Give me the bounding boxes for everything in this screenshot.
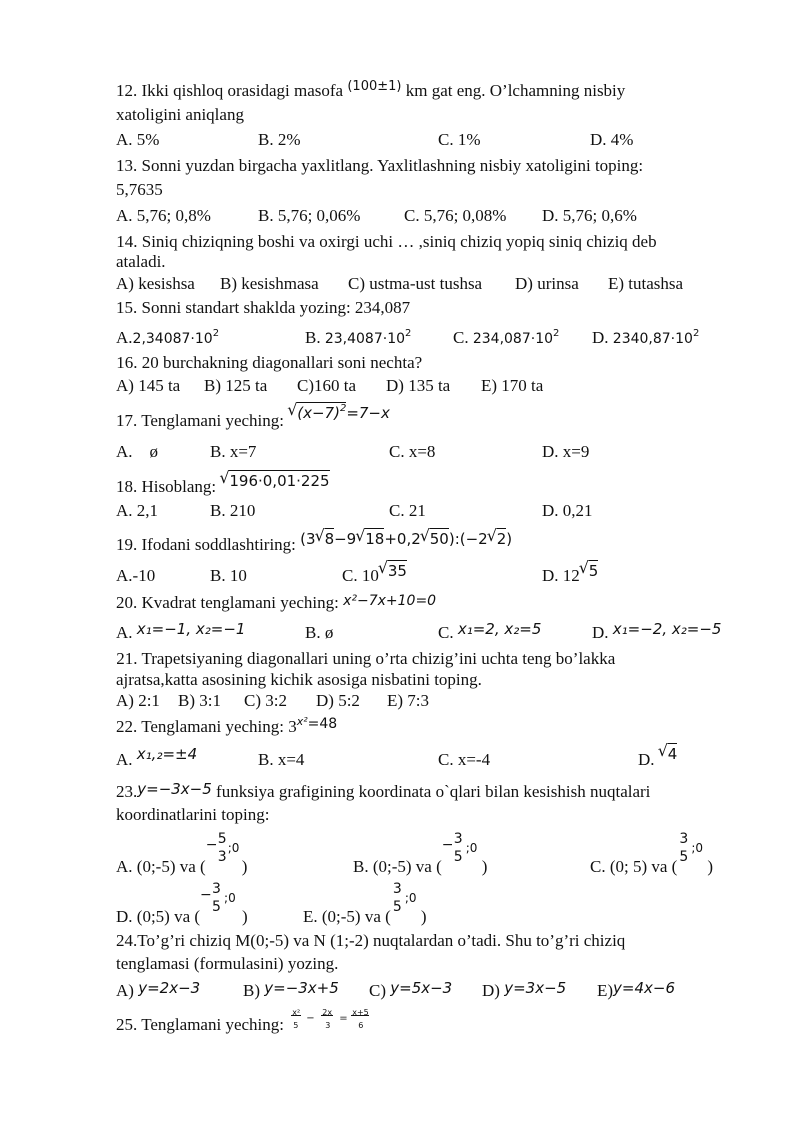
q25-text: 25. Tenglamani yeching: — [116, 1015, 284, 1034]
q12-text2: km gat eng. O’lchamning nisbiy — [405, 81, 626, 100]
q20-line — [116, 592, 436, 615]
q22-option-d[interactable] — [638, 745, 678, 771]
radicand: 5 — [588, 562, 599, 580]
q20-equation: x²−7x+10=0 — [343, 593, 437, 609]
q20-option-c[interactable] — [438, 622, 541, 644]
frac-tail: ;0 — [465, 841, 478, 855]
fraction — [205, 831, 242, 872]
q16-text: 16. 20 burchakning diagonallari soni nechta? — [112, 353, 423, 372]
q13-option-a[interactable]: A. 5,76; 0,8% — [116, 206, 211, 225]
q21-option-e[interactable]: E) 7:3 — [387, 691, 430, 710]
option-label: A. — [116, 623, 133, 642]
q23-number: 23. — [116, 782, 138, 801]
sqrt-4 — [659, 743, 678, 765]
minus-sign: − — [306, 1013, 315, 1024]
q20-option-d[interactable] — [592, 622, 721, 644]
q22-option-b[interactable]: B. x=4 — [258, 750, 305, 769]
option-mantissa: 23,4087·10 — [324, 331, 406, 347]
q22-option-a[interactable] — [116, 745, 198, 771]
q15-option-a[interactable] — [116, 327, 219, 352]
q18-radical — [220, 470, 329, 492]
expr-part: ):(−2 — [448, 530, 488, 548]
option-equation: y=4x−6 — [613, 979, 676, 997]
option-label: E) — [597, 981, 614, 1000]
sqrt-35 — [379, 560, 407, 582]
option-label: A) — [116, 981, 134, 1000]
frac-num: 5 — [217, 831, 227, 847]
q15-option-c[interactable] — [453, 327, 559, 352]
q21-option-d[interactable]: D) 5:2 — [316, 691, 360, 710]
q17-option-d[interactable]: D. x=9 — [542, 442, 590, 461]
option-equation: y=2x−3 — [138, 979, 201, 997]
option-label: A. — [116, 328, 133, 347]
radicand: (x−7) — [297, 404, 340, 422]
q18-option-b[interactable]: B. 210 — [210, 501, 256, 520]
q14-option-a[interactable]: A) kesishsa — [116, 274, 195, 293]
q23-option-e[interactable] — [303, 881, 427, 928]
sqrt-8 — [316, 528, 335, 550]
q14-text: 14. Siniq chiziqning boshi va oxirgi uchi … ,siniq chiziq yopiq siniq chiziq deb — [112, 232, 657, 251]
frac-den: 5 — [453, 849, 463, 865]
close-paren: ) — [481, 857, 488, 876]
q24-option-e[interactable] — [597, 980, 675, 1002]
option-label: C. — [438, 623, 454, 642]
option-text: B. (0;-5) va ( — [353, 857, 442, 876]
q21-option-b[interactable]: B) 3:1 — [178, 691, 221, 710]
q16-option-d[interactable]: D) 135 ta — [386, 376, 451, 395]
q17-option-a[interactable]: A. ø — [116, 442, 159, 461]
q13-number: 5,7635 — [116, 180, 163, 199]
q15-option-b[interactable] — [305, 327, 411, 352]
expr-part: +0,2 — [384, 530, 421, 548]
frac-den: 5 — [679, 849, 689, 865]
q20-option-a[interactable] — [116, 622, 245, 644]
q23-text: funksiya grafigining koordinata o`qlari bilan kesishish nuqtalari — [216, 782, 651, 801]
q23-option-a[interactable] — [116, 831, 248, 878]
option-label: D. — [638, 750, 655, 769]
option-equation: y=−3x+5 — [264, 979, 339, 997]
q13-text: 13. Sonni yuzdan birgacha yaxlitlang. Yaxlitlashning nisbiy xatoligini toping: — [116, 156, 644, 175]
close-paren: ) — [420, 907, 427, 926]
frac-den: 5 — [212, 899, 221, 915]
q13-option-d[interactable]: D. 5,76; 0,6% — [542, 206, 637, 225]
q13-option-b[interactable]: B. 5,76; 0,06% — [258, 206, 361, 225]
radicand: 4 — [667, 745, 678, 763]
radicand: 18 — [365, 530, 385, 548]
q19-expression — [300, 530, 512, 548]
option-equation: x₁=−1, x₂=−1 — [136, 620, 246, 638]
frac-tail: ;0 — [691, 841, 704, 855]
option-text: D. (0;5) va ( — [116, 907, 201, 926]
q23-option-b[interactable] — [353, 831, 488, 878]
q22-option-c[interactable]: C. x=-4 — [438, 750, 491, 769]
q14-option-e[interactable]: E) tutashsa — [608, 274, 684, 293]
q12-formula: (100±1) — [347, 79, 402, 94]
q24-option-b[interactable] — [243, 980, 339, 1002]
q23-option-d[interactable] — [116, 881, 248, 928]
frac-num: 3 — [453, 831, 463, 847]
q25-equation — [288, 1008, 384, 1034]
fraction — [391, 881, 421, 922]
option-equation: y=5x−3 — [390, 979, 453, 997]
q17-option-b[interactable]: B. x=7 — [210, 442, 257, 461]
option-text: E. (0;-5) va ( — [303, 907, 391, 926]
option-mantissa: 234,087·10 — [472, 331, 554, 347]
sqrt-5 — [580, 560, 599, 582]
equals-sign: = — [339, 1013, 348, 1024]
option-text: A. (0;-5) va ( — [116, 857, 206, 876]
sqrt-2 — [488, 528, 507, 550]
option-exponent: 2 — [553, 328, 560, 339]
q12-line1 — [116, 80, 625, 104]
q22-text: 22. Tenglamani yeching: 3 — [116, 717, 297, 736]
frac-num: 3 — [212, 881, 221, 897]
q18-text: 18. Hisoblang: — [116, 477, 217, 496]
q23-text2: koordinatlarini toping: — [116, 805, 270, 824]
frac-tail: ;0 — [404, 891, 417, 905]
q19-option-b[interactable]: B. 10 — [210, 566, 247, 585]
q22-exponent: x² — [296, 715, 308, 728]
radicand: 35 — [387, 562, 407, 580]
q17-text: 17. Tenglamani yeching: — [116, 411, 284, 430]
option-label: C) — [369, 981, 386, 1000]
close-paren: ) — [242, 907, 248, 926]
option-label: C. — [453, 328, 469, 347]
option-equation: x₁=2, x₂=5 — [457, 620, 542, 638]
frac-num: 3 — [392, 881, 402, 897]
q24-text: 24.To’g’ri chiziq M(0;-5) va N (1;-2) nuqtalardan o’tadi. Shu to’g’ri chiziq — [116, 931, 626, 950]
q18-option-a[interactable]: A. 2,1 — [116, 501, 159, 520]
q20-text: 20. Kvadrat tenglamani yeching: — [116, 593, 339, 612]
sqrt-50 — [421, 528, 449, 550]
q20-option-b[interactable]: B. ø — [305, 623, 334, 642]
q21-text: 21. Trapetsiyaning diagonallari uning o’rta chizig’ini uchta teng bo’lakka — [112, 649, 616, 668]
option-exponent: 2 — [212, 328, 220, 339]
expr-part: −9 — [334, 530, 357, 548]
sqrt-18 — [356, 528, 384, 550]
q16-option-a[interactable]: A) 145 ta — [116, 376, 181, 395]
radicand-exponent: 2 — [339, 403, 347, 414]
q21-option-a[interactable]: A) 2:1 — [116, 691, 160, 710]
frac-den: 6 — [358, 1021, 364, 1030]
q18-option-d[interactable]: D. 0,21 — [542, 501, 593, 520]
q21-text2: ajratsa,katta asosining kichik asosiga nisbatini toping. — [116, 670, 482, 689]
frac-tail: ;0 — [224, 891, 236, 905]
q12-text: 12. Ikki qishloq orasidagi masofa — [116, 81, 344, 100]
q16-option-c[interactable]: C)160 ta — [297, 376, 357, 395]
radicand: 196·0,01·225 — [229, 472, 330, 490]
option-label: D. — [592, 623, 609, 642]
q18-line — [116, 472, 330, 498]
q18-option-c[interactable]: C. 21 — [389, 501, 426, 520]
q12-option-b[interactable]: B. 2% — [258, 130, 301, 149]
q22-rhs: =48 — [307, 716, 338, 732]
q19-option-c[interactable] — [342, 562, 407, 587]
fraction — [441, 831, 482, 872]
q14-option-b[interactable]: B) kesishmasa — [220, 274, 319, 293]
frac-sign: − — [441, 837, 454, 853]
q24-option-a[interactable] — [116, 980, 200, 1002]
expr-part: ) — [506, 530, 513, 548]
option-label: B. — [305, 328, 321, 347]
q23-line — [116, 781, 650, 803]
q19-option-a[interactable]: A.-10 — [116, 566, 156, 585]
frac-den: 3 — [217, 849, 227, 865]
q14-option-c[interactable]: C) ustma-ust tushsa — [348, 274, 483, 293]
close-paren: ) — [707, 857, 714, 876]
expr-part: (3 — [300, 530, 316, 548]
q14-option-d[interactable]: D) urinsa — [515, 274, 579, 293]
option-text: C. 10 — [342, 566, 379, 585]
frac-num: x+5 — [352, 1008, 369, 1017]
q19-option-d[interactable] — [542, 562, 599, 587]
option-mantissa: 2340,87·10 — [612, 331, 693, 347]
q23-option-c[interactable] — [590, 831, 714, 878]
q15-option-d[interactable] — [592, 327, 699, 352]
q17-option-c[interactable]: C. x=8 — [389, 442, 436, 461]
option-label: D) — [482, 981, 500, 1000]
q12-option-a[interactable]: A. 5% — [116, 130, 160, 149]
frac-sign: − — [205, 837, 218, 853]
fraction — [200, 881, 242, 922]
frac-den: 5 — [392, 899, 402, 915]
option-text: C. (0; 5) va ( — [590, 857, 678, 876]
q16-option-e[interactable]: E) 170 ta — [481, 376, 544, 395]
q17-rhs: =7−x — [346, 404, 390, 422]
option-text: D. 12 — [542, 566, 580, 585]
q17-line — [116, 403, 390, 435]
option-label: B) — [243, 981, 260, 1000]
radicand: 8 — [324, 530, 335, 548]
option-label: A. — [116, 750, 133, 769]
frac-num: x² — [292, 1008, 301, 1017]
q22-line — [116, 716, 337, 740]
fraction — [677, 831, 707, 872]
q12-option-c[interactable]: C. 1% — [438, 130, 481, 149]
option-exponent: 2 — [405, 328, 412, 339]
radicand: 50 — [429, 530, 449, 548]
option-exponent: 2 — [692, 328, 700, 339]
frac-num: 2x — [322, 1008, 333, 1017]
close-paren: ) — [241, 857, 248, 876]
q17-radical — [288, 402, 346, 427]
q24-option-c[interactable] — [369, 980, 452, 1002]
q19-line — [116, 530, 513, 556]
option-equation: x₁,₂=±4 — [136, 745, 198, 763]
frac-tail: ;0 — [227, 841, 240, 855]
q21-option-c[interactable]: C) 3:2 — [244, 691, 287, 710]
q24-text2: tenglamasi (formulasini) yozing. — [116, 954, 339, 973]
q19-text: 19. Ifodani soddlashtiring: — [116, 535, 296, 554]
q13-option-c[interactable]: C. 5,76; 0,08% — [404, 206, 507, 225]
q12-option-d[interactable]: D. 4% — [590, 130, 634, 149]
frac-den: 3 — [325, 1021, 331, 1030]
q16-option-b[interactable]: B) 125 ta — [204, 376, 268, 395]
q24-option-d[interactable] — [482, 980, 566, 1002]
radicand: 2 — [496, 530, 507, 548]
option-equation: x₁=−2, x₂=−5 — [612, 620, 722, 638]
frac-sign: − — [200, 887, 212, 903]
option-label: D. — [592, 328, 609, 347]
q14-text2: ataladi. — [116, 252, 166, 271]
q12-text3: xatoligini aniqlang — [116, 105, 244, 124]
q25-line — [116, 1008, 384, 1036]
frac-den: 5 — [293, 1021, 299, 1030]
q15-text: 15. Sonni standart shaklda yozing: 234,087 — [116, 298, 411, 317]
option-equation: y=3x−5 — [504, 979, 567, 997]
q23-function: y=−3x−5 — [137, 780, 212, 798]
option-mantissa: 2,34087·10 — [132, 331, 213, 347]
frac-num: 3 — [679, 831, 689, 847]
